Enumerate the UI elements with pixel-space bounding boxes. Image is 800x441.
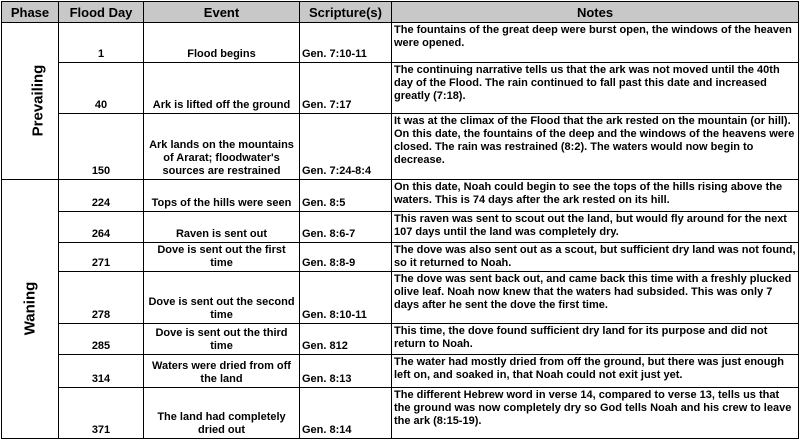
scripture-cell: Gen. 7:24-8:4	[300, 113, 392, 179]
flood-day-cell: 371	[59, 387, 144, 438]
event-cell: Ark is lifted off the ground	[144, 62, 300, 113]
event-cell: Flood begins	[144, 23, 300, 63]
scripture-cell: Gen. 8:13	[300, 355, 392, 388]
event-cell: Dove is sent out the first time	[144, 242, 300, 272]
notes-cell: This raven was sent to scout out the land, but would fly around for the next 107 days until the land was completely dry.	[392, 212, 799, 243]
header-event: Event	[144, 2, 300, 23]
event-cell: Ark lands on the mountains of Ararat; floodwater's sources are restrained	[144, 113, 300, 179]
notes-cell: The continuing narrative tells us that the ark was not moved until the 40th day of the Flood. The rain continued to fall past this date and increased greatly (7:18).	[392, 62, 799, 113]
phase-label-prevailing: Prevailing	[29, 64, 47, 137]
notes-cell: The water had mostly dried from off the ground, but there was just enough left on, and soaked in, that Noah could not exit just yet.	[392, 355, 799, 388]
flood-timeline-table	[1, 1, 799, 439]
flood-day-cell: 40	[59, 62, 144, 113]
notes-cell: The fountains of the great deep were burst open, the windows of the heaven were opened.	[392, 23, 799, 63]
flood-day-cell: 314	[59, 355, 144, 388]
event-cell: Tops of the hills were seen	[144, 180, 300, 212]
event-cell: The land had completely dried out	[144, 387, 300, 438]
header-row	[2, 2, 799, 23]
header-notes: Notes	[392, 2, 799, 23]
flood-day-cell: 224	[59, 180, 144, 212]
scripture-cell: Gen. 8:10-11	[300, 272, 392, 324]
scripture-cell: Gen. 8:6-7	[300, 212, 392, 243]
scripture-cell: Gen. 8:5	[300, 180, 392, 212]
header-phase: Phase	[2, 2, 59, 23]
notes-cell: This time, the dove found sufficient dry land for its purpose and did not return to Noah.	[392, 324, 799, 355]
table-row	[2, 212, 799, 243]
notes-cell: The dove was sent back out, and came back this time with a freshly plucked olive leaf. Noah now knew that the waters had subsided. This was only 7 days after he sent the dove the first time.	[392, 272, 799, 324]
table-row	[2, 242, 799, 272]
notes-cell: On this date, Noah could begin to see the tops of the hills rising above the waters. This is 74 days after the ark rested on its hill.	[392, 180, 799, 212]
phase-label-waning: Waning	[21, 281, 39, 335]
event-cell: Waters were dried from off the land	[144, 355, 300, 388]
table-row	[2, 180, 799, 212]
scripture-cell: Gen. 8:8-9	[300, 242, 392, 272]
scripture-cell: Gen. 812	[300, 324, 392, 355]
header-flood-day: Flood Day	[59, 2, 144, 23]
header-scripture: Scripture(s)	[300, 2, 392, 23]
scripture-cell: Gen. 7:17	[300, 62, 392, 113]
phase-cell-waning	[2, 180, 59, 439]
flood-day-cell: 1	[59, 23, 144, 63]
flood-day-cell: 264	[59, 212, 144, 243]
phase-cell-prevailing	[2, 23, 59, 180]
flood-day-cell: 285	[59, 324, 144, 355]
table-row	[2, 23, 799, 63]
table-row	[2, 324, 799, 355]
notes-cell: It was at the climax of the Flood that the ark rested on the mountain (or hill). On this date, the fountains of the deep and the windows of the heavens were closed. The rain was restrained (8:2). The waters would now begin to decrease.	[392, 113, 799, 179]
table-row	[2, 355, 799, 388]
event-cell: Dove is sent out the second time	[144, 272, 300, 324]
flood-day-cell: 278	[59, 272, 144, 324]
flood-day-cell: 271	[59, 242, 144, 272]
event-cell: Dove is sent out the third time	[144, 324, 300, 355]
notes-cell: The different Hebrew word in verse 14, compared to verse 13, tells us that the ground was now completely dry so God tells Noah and his crew to leave the ark (8:15-19).	[392, 387, 799, 438]
table-row	[2, 272, 799, 324]
table-row	[2, 62, 799, 113]
scripture-cell: Gen. 8:14	[300, 387, 392, 438]
scripture-cell: Gen. 7:10-11	[300, 23, 392, 63]
notes-cell: The dove was also sent out as a scout, but sufficient dry land was not found, so it returned to Noah.	[392, 242, 799, 272]
event-cell: Raven is sent out	[144, 212, 300, 243]
table-row	[2, 387, 799, 438]
table-row	[2, 113, 799, 179]
flood-day-cell: 150	[59, 113, 144, 179]
